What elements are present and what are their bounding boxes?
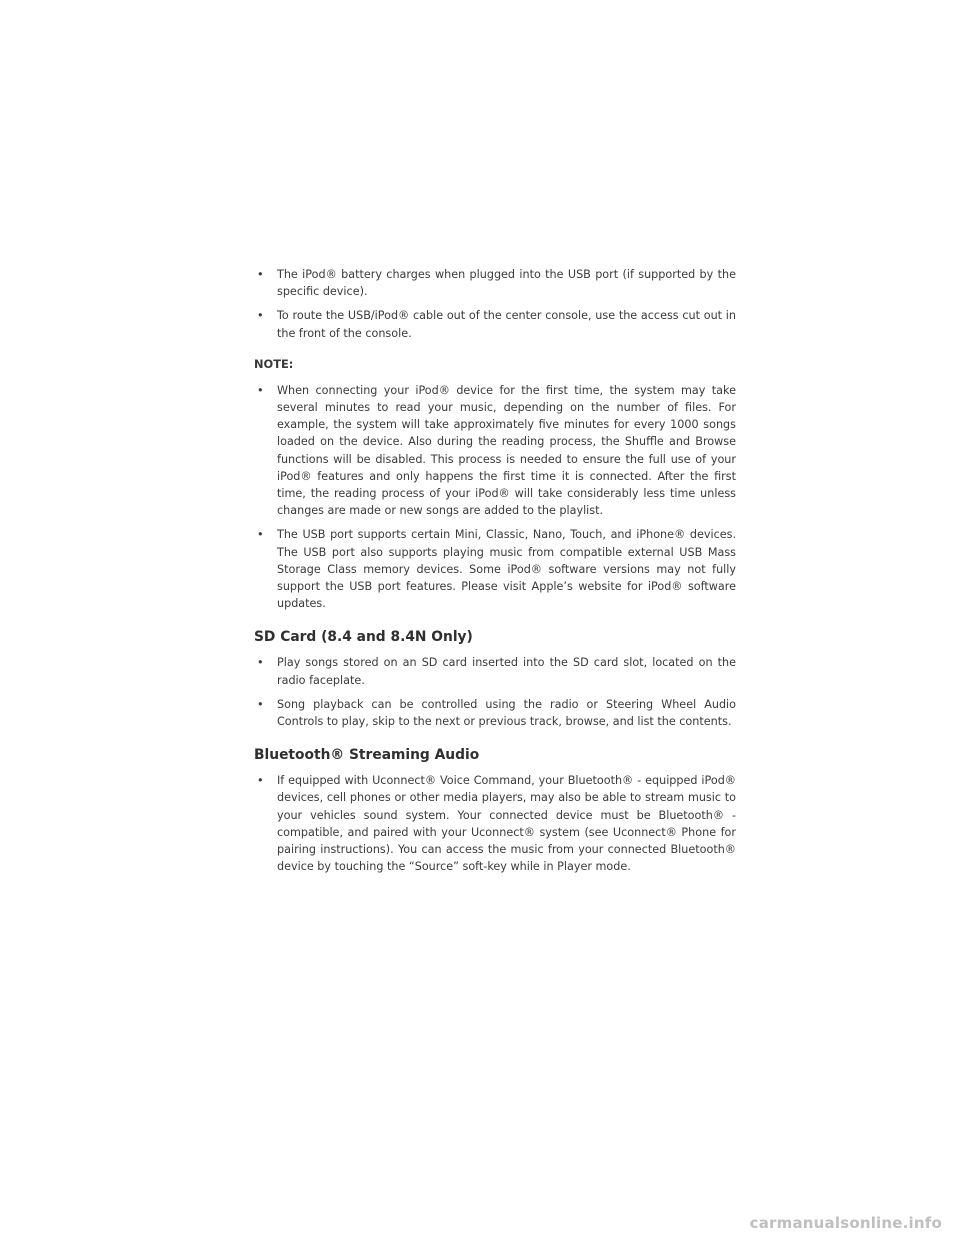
bullet-marker: • — [257, 268, 264, 281]
bullet-marker: • — [257, 656, 264, 670]
bullet-marker: • — [257, 697, 264, 711]
note-label: NOTE: — [254, 356, 294, 371]
list-item — [254, 772, 736, 875]
list-item — [254, 307, 736, 341]
bullet-marker: • — [257, 383, 264, 397]
list-item — [254, 654, 736, 688]
bullet-text: Play songs stored on an SD card inserted into the SD card slot, located on the radio faceplate. — [277, 656, 736, 687]
bullet-marker: • — [257, 528, 264, 542]
bullet-text: The iPod® battery charges when plugged into the USB port (if supported by the specific device). — [277, 268, 736, 299]
bullet-text: When connecting your iPod® device for the first time, the system may take several minutes to read your music, depending on the number of files. For example, the system will take approximately five minutes for every 1000 songs loaded on the device. Also during the reading process, the Shuffle and Browse functions will be disabled. This process is needed to ensure the full use of your iPod® features and only happens the first time it is connected. After the first time, the reading process of your iPod® will take considerably less time unless changes are made or new songs are added to the playlist. — [277, 383, 736, 518]
list-item — [254, 526, 736, 612]
section-heading-sd-card: SD Card (8.4 and 8.4N Only) — [254, 629, 473, 646]
watermark-logo: carmanualsonline.info — [749, 1214, 942, 1232]
bullet-text: If equipped with Uconnect® Voice Command, your Bluetooth® - equipped iPod® devices, cell phones or other media players, may also be able to stream music to your vehicles sound system. Your connected device must be Bluetooth® - compatible, and paired with your Uconnect® system (see Uconnect® Phone for pairing instructions). You can access the music from your connected Bluetooth® device by touching the “Source” soft-key while in Player mode. — [277, 774, 736, 874]
list-item — [254, 696, 736, 730]
bullet-text: To route the USB/iPod® cable out of the center console, use the access cut out in the front of the console. — [277, 309, 736, 340]
section-heading-bluetooth: Bluetooth® Streaming Audio — [254, 747, 480, 764]
bullet-marker: • — [257, 309, 264, 323]
bullet-text: The USB port supports certain Mini, Classic, Nano, Touch, and iPhone® devices. The USB port also supports playing music from compatible external USB Mass Storage Class memory devices. Some iPod® software versions may not fully support the USB port features. Please visit Apple’s website for iPod® software updates. — [277, 528, 736, 611]
page-content — [254, 266, 736, 882]
list-item — [254, 266, 736, 300]
list-item — [254, 382, 736, 520]
bullet-marker: • — [257, 774, 264, 788]
bullet-text: Song playback can be controlled using the radio or Steering Wheel Audio Controls to play, skip to the next or previous track, browse, and list the contents. — [277, 697, 736, 729]
